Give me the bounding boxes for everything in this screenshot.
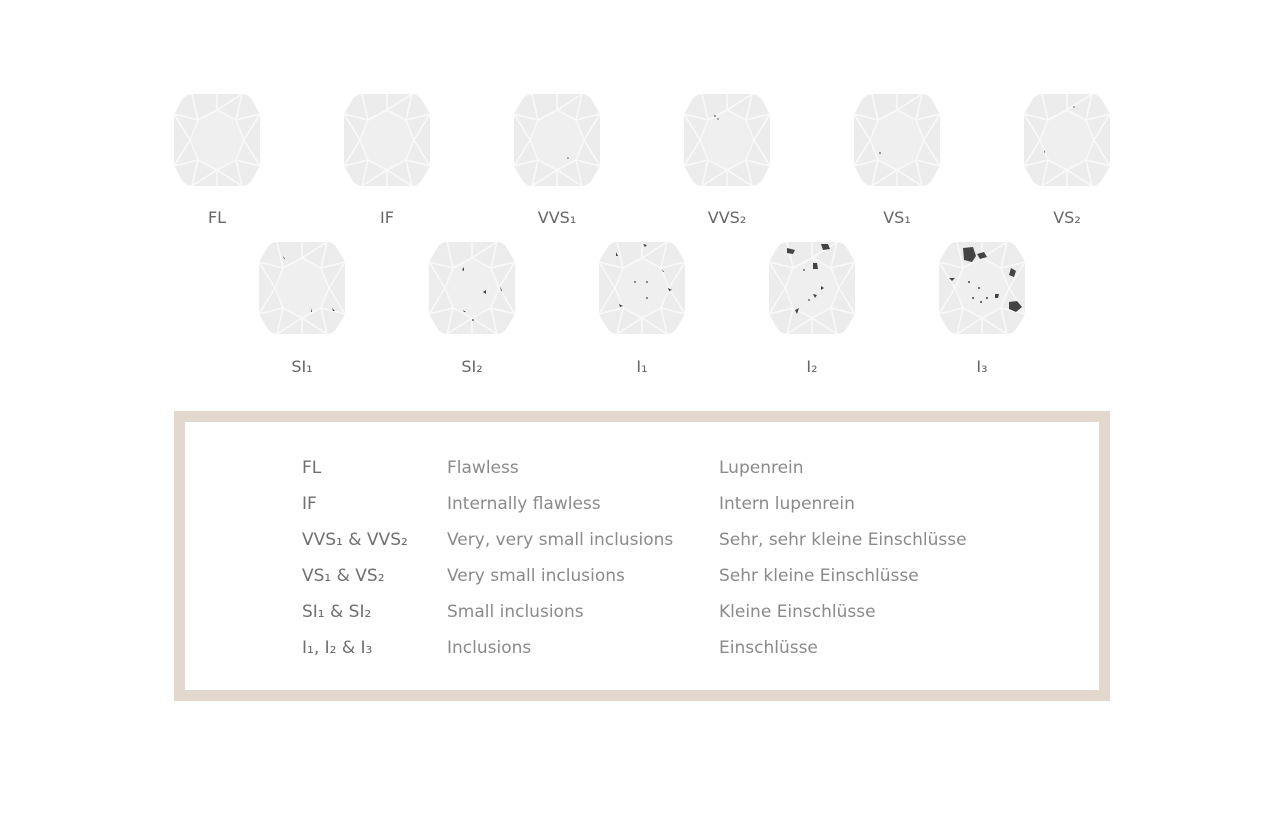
diamond-if: [344, 94, 430, 186]
diamond-si1: [259, 242, 345, 334]
diamond-i1: [599, 242, 685, 334]
diamond-i3: [939, 242, 1025, 334]
legend-german: Kleine Einschlüsse: [719, 602, 876, 622]
legend-english: Very, very small inclusions: [447, 530, 674, 550]
legend-german: Lupenrein: [719, 458, 804, 478]
legend-english: Flawless: [447, 458, 519, 478]
grade-label-if: IF: [380, 208, 394, 227]
legend-code: VVS₁ & VVS₂: [302, 530, 408, 550]
legend-german: Einschlüsse: [719, 638, 818, 658]
diamond-vvs1: [514, 94, 600, 186]
grade-label-vvs1: VVS₁: [537, 208, 577, 227]
legend-english: Internally flawless: [447, 494, 601, 514]
legend-english: Inclusions: [447, 638, 532, 658]
clarity-legend: [174, 411, 1110, 701]
legend-english: Small inclusions: [447, 602, 584, 622]
legend-german: Sehr kleine Einschlüsse: [719, 566, 919, 586]
legend-german: Intern lupenrein: [719, 494, 855, 514]
diamond-i2: [769, 242, 855, 334]
grade-label-vs2: VS₂: [1053, 208, 1081, 227]
legend-code: VS₁ & VS₂: [302, 566, 385, 586]
legend-code: FL: [302, 458, 322, 478]
diamond-vvs2: [684, 94, 770, 186]
legend-code: SI₁ & SI₂: [302, 602, 372, 622]
diamond-vs2: [1024, 94, 1110, 186]
diamond-vs1: [854, 94, 940, 186]
legend-code: IF: [302, 494, 317, 514]
grade-label-fl: FL: [207, 208, 227, 227]
legend-english: Very small inclusions: [447, 566, 625, 586]
grade-label-i1: I₁: [636, 357, 648, 376]
legend-code: I₁, I₂ & I₃: [302, 638, 373, 658]
diamond-fl: [174, 94, 260, 186]
grade-label-vvs2: VVS₂: [707, 208, 747, 227]
grade-label-vs1: VS₁: [883, 208, 911, 227]
grade-label-i3: I₃: [976, 357, 988, 376]
grade-label-si2: SI₂: [461, 357, 483, 376]
diamond-si2: [429, 242, 515, 334]
grade-label-i2: I₂: [806, 357, 818, 376]
grade-label-si1: SI₁: [291, 357, 313, 376]
legend-german: Sehr, sehr kleine Einschlüsse: [719, 530, 967, 550]
